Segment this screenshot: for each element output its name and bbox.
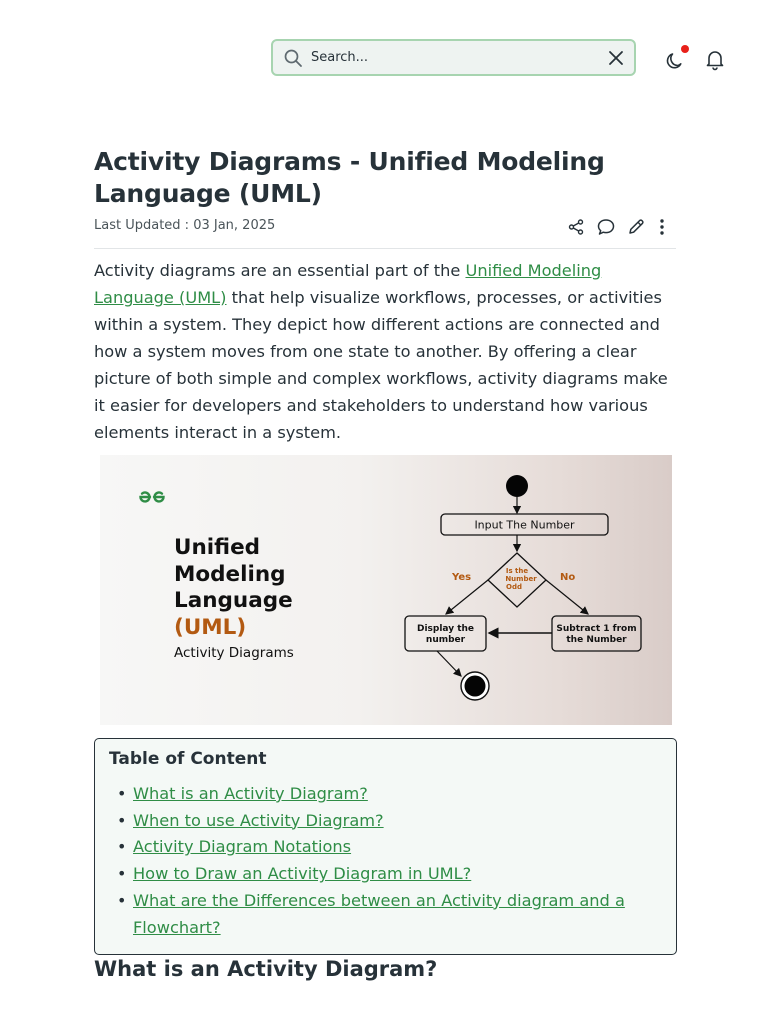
- search-bar[interactable]: [271, 39, 636, 76]
- subtract-node-label: the Number: [566, 635, 627, 645]
- gfg-logo-icon: [137, 489, 167, 505]
- toc-item: [109, 808, 665, 835]
- share-icon: [567, 218, 585, 236]
- toc-item: [109, 888, 665, 941]
- comment-icon: [596, 217, 616, 237]
- toc-item: [109, 861, 665, 888]
- hero-title-line: Unified: [174, 535, 261, 560]
- hero-title-line: Language: [174, 588, 293, 613]
- no-label: No: [560, 572, 576, 583]
- hero-title: [174, 535, 293, 641]
- start-node: [506, 475, 528, 497]
- toc-link[interactable]: How to Draw an Activity Diagram in UML?: [133, 864, 472, 884]
- edit-button[interactable]: [626, 217, 646, 237]
- share-button[interactable]: [566, 217, 586, 237]
- intro-paragraph: [94, 257, 676, 446]
- activity-diagram-illustration: [400, 471, 650, 707]
- toc-link[interactable]: When to use Activity Diagram?: [133, 810, 384, 830]
- notifications-button[interactable]: [703, 47, 727, 71]
- more-options-button[interactable]: [656, 217, 668, 237]
- close-icon[interactable]: [608, 50, 624, 66]
- toc-link[interactable]: What are the Differences between an Activity diagram and a Flowchart?: [133, 890, 625, 937]
- edit-icon: [627, 218, 645, 236]
- more-icon: [659, 218, 665, 236]
- last-updated: Last Updated : 03 Jan, 2025: [94, 218, 276, 233]
- section-heading: What is an Activity Diagram?: [94, 957, 438, 981]
- search-input[interactable]: [311, 41, 608, 74]
- decision-label: Is the: [505, 567, 529, 575]
- decision-label: Number: [505, 575, 537, 583]
- comment-button[interactable]: [596, 217, 616, 237]
- toc-link[interactable]: Activity Diagram Notations: [133, 837, 352, 857]
- input-node-label: Input The Number: [474, 518, 575, 532]
- toc-title: Table of Content: [109, 749, 267, 769]
- bell-icon: [703, 47, 727, 71]
- decision-label: Odd: [506, 583, 522, 591]
- table-of-contents: [94, 738, 677, 955]
- toc-item: [109, 834, 665, 861]
- uml-link[interactable]: Unified Modeling Language (UML): [94, 261, 602, 307]
- display-node-label: Display the: [416, 624, 475, 634]
- hero-subtitle: Activity Diagrams: [174, 645, 294, 661]
- hero-title-line: Modeling: [174, 561, 286, 587]
- toc-list: [109, 781, 665, 941]
- intro-text-start: Activity diagrams are an essential part of the: [94, 261, 466, 280]
- toc-link[interactable]: What is an Activity Diagram?: [133, 784, 368, 803]
- divider: [94, 248, 676, 249]
- subtract-node-label: Subtract 1 from: [556, 624, 637, 634]
- hero-title-line: (UML): [174, 614, 247, 640]
- notification-dot: [681, 45, 689, 53]
- intro-text-end: that help visualize workflows, processes, or activities within a system. They depict how different actions are connected and how a system moves from one state to another. By offering a clear picture of both simple and complex workflows, activity diagrams make it easier for developers and stakeholders to understand how various elements interact in a system.: [94, 288, 668, 442]
- dark-mode-toggle[interactable]: [663, 47, 687, 71]
- article-actions: [566, 216, 668, 238]
- yes-label: Yes: [452, 572, 472, 583]
- page-title: Activity Diagrams - Unified Modeling Language (UML): [94, 147, 605, 208]
- search-icon: [283, 48, 303, 68]
- toc-item: [109, 781, 665, 808]
- hero-banner: [100, 455, 672, 725]
- display-node-label: number: [425, 635, 466, 645]
